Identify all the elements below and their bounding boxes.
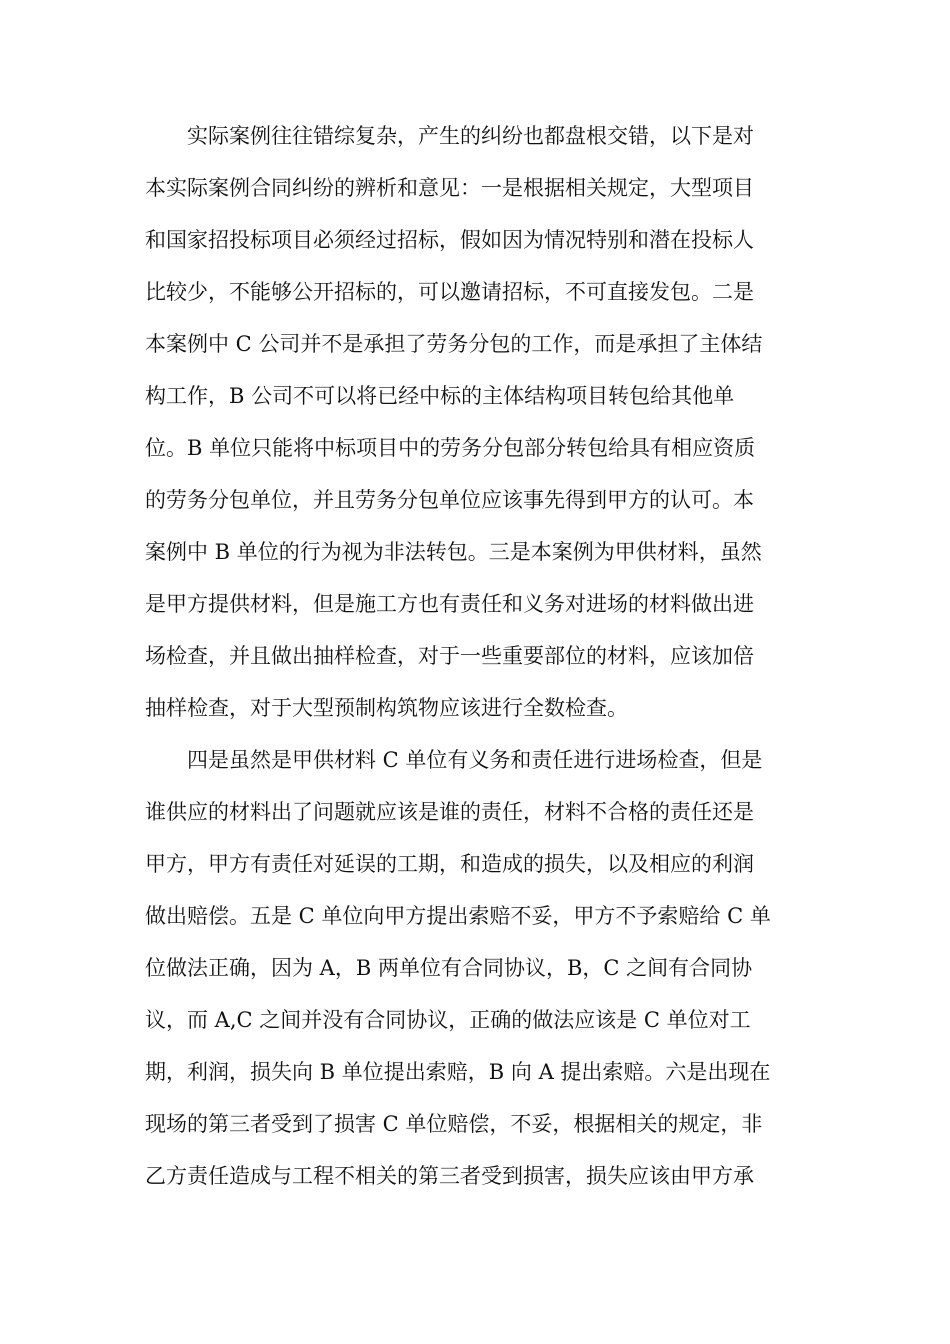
paragraph-2-line-4: 做出赔偿。五是 C 单位向甲方提出索赔不妥，甲方不予索赔给 C 单 [145,904,771,928]
paragraph-2-line-2: 谁供应的材料出了问题就应该是谁的责任，材料不合格的责任还是 [145,800,754,824]
paragraph-1-line-6: 构工作，B 公司不可以将已经中标的主体结构项目转包给其他单 [145,384,735,408]
paragraph-2-line-1: 四是虽然是甲供材料 C 单位有义务和责任进行进场检查，但是 [187,748,763,772]
paragraph-2-line-9: 乙方责任造成与工程不相关的第三者受到损害，损失应该由甲方承 [145,1164,754,1188]
paragraph-1-line-12: 抽样检查，对于大型预制构筑物应该进行全数检查。 [145,696,628,720]
paragraph-2-line-5: 位做法正确，因为 A，B 两单位有合同协议，B，C 之间有合同协 [145,956,753,980]
paragraph-2-line-3: 甲方，甲方有责任对延误的工期，和造成的损失，以及相应的利润 [145,852,754,876]
paragraph-2-line-7: 期，利润，损失向 B 单位提出索赔，B 向 A 提出索赔。六是出现在 [145,1060,771,1084]
paragraph-1-line-2: 本实际案例合同纠纷的辨析和意见：一是根据相关规定，大型项目 [145,176,754,200]
paragraph-1-line-7: 位。B 单位只能将中标项目中的劳务分包部分转包给具有相应资质 [145,436,756,460]
paragraph-1-line-1: 实际案例往往错综复杂，产生的纠纷也都盘根交错，以下是对 [187,124,754,148]
paragraph-1-line-4: 比较少，不能够公开招标的，可以邀请招标，不可直接发包。二是 [145,280,754,304]
paragraph-2-line-6: 议，而 A,C 之间并没有合同协议，正确的做法应该是 C 单位对工 [145,1008,751,1032]
paragraph-2-line-8: 现场的第三者受到了损害 C 单位赔偿，不妥，根据相关的规定，非 [145,1112,763,1136]
paragraph-1-line-3: 和国家招投标项目必须经过招标，假如因为情况特别和潜在投标人 [145,228,754,252]
paragraph-1-line-10: 是甲方提供材料，但是施工方也有责任和义务对进场的材料做出进 [145,592,754,616]
paragraph-1-line-9: 案例中 B 单位的行为视为非法转包。三是本案例为甲供材料，虽然 [145,540,762,564]
paragraph-1-line-8: 的劳务分包单位，并且劳务分包单位应该事先得到甲方的认可。本 [145,488,754,512]
paragraph-1-line-11: 场检查，并且做出抽样检查，对于一些重要部位的材料，应该加倍 [145,644,754,668]
paragraph-1-line-5: 本案例中 C 公司并不是承担了劳务分包的工作，而是承担了主体结 [145,332,763,356]
